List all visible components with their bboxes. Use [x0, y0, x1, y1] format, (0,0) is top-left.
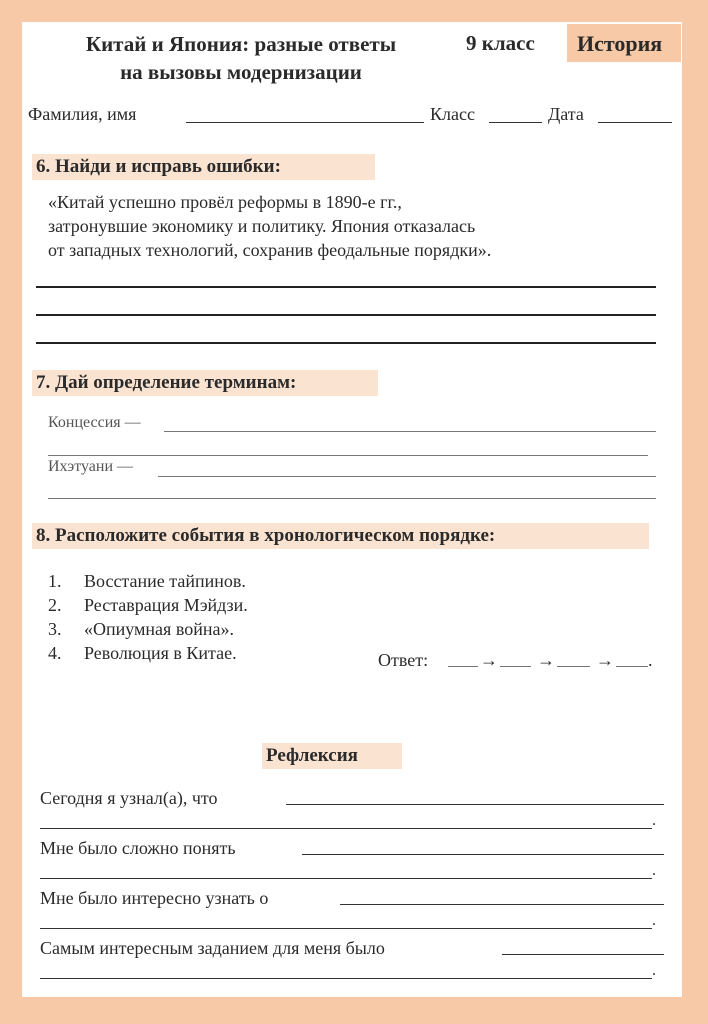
reflection-line[interactable]: [286, 804, 664, 805]
title-line-1: Китай и Япония: разные ответы: [85, 32, 397, 56]
arrow-icon: →: [537, 650, 555, 670]
arrow-icon: →: [480, 650, 498, 670]
reflection-line[interactable]: [40, 928, 652, 929]
term-concession: Концессия —: [48, 414, 141, 431]
task6-quote: [48, 190, 491, 262]
reflection-line[interactable]: [40, 978, 652, 979]
reflection-line[interactable]: [302, 854, 664, 855]
list-item: 2. Реставрация Мэйдзи.: [48, 595, 248, 615]
worksheet-title: [56, 30, 426, 86]
quote-line-1: «Китай успешно провёл реформы в 1890-е гг.,: [48, 192, 402, 212]
line-end-dot: .: [652, 962, 656, 979]
task7-heading: 7. Дай определение терминам:: [36, 372, 297, 393]
reflection-prompt-2: Мне было сложно понять: [40, 838, 236, 858]
definition-line[interactable]: [158, 476, 656, 477]
answer-line[interactable]: [36, 342, 656, 344]
reflection-prompt-1: Сегодня я узнал(а), что: [40, 788, 218, 808]
events-list: [48, 569, 248, 665]
line-end-dot: .: [652, 862, 656, 879]
name-field[interactable]: [186, 122, 424, 123]
title-line-2: на вызовы модернизации: [120, 60, 362, 84]
arrow-icon: →: [596, 650, 614, 670]
list-item: 4. Революция в Китае.: [48, 643, 237, 663]
reflection-line[interactable]: [40, 828, 652, 829]
reflection-prompt-3: Мне было интересно узнать о: [40, 888, 269, 908]
date-label: Дата: [548, 104, 584, 124]
sequence-blank[interactable]: [448, 666, 478, 667]
list-item: 3. «Опиумная война».: [48, 619, 234, 639]
answer-line[interactable]: [36, 314, 656, 316]
subject-label: История: [577, 31, 663, 56]
definition-line[interactable]: [48, 498, 656, 499]
grade-label: 9 класс: [466, 31, 535, 55]
answer-line[interactable]: [36, 286, 656, 288]
name-label: Фамилия, имя: [28, 104, 137, 124]
definition-line[interactable]: [164, 431, 656, 432]
class-label: Класс: [430, 104, 475, 124]
date-field[interactable]: [598, 122, 672, 123]
sequence-blank[interactable]: [557, 666, 590, 667]
reflection-heading: Рефлексия: [266, 745, 358, 766]
line-end-dot: .: [652, 912, 656, 929]
task8-heading: 8. Расположите события в хронологическом порядке:: [36, 525, 496, 546]
class-field[interactable]: [489, 122, 542, 123]
quote-line-2: затронувшие экономику и политику. Япония отказалась: [48, 216, 476, 236]
answer-label: Ответ:: [378, 650, 429, 670]
list-item: 1. Восстание тайпинов.: [48, 571, 246, 591]
reflection-line[interactable]: [502, 954, 664, 955]
reflection-line[interactable]: [340, 904, 664, 905]
reflection-line[interactable]: [40, 878, 652, 879]
sequence-blank[interactable]: [616, 666, 648, 667]
line-end-dot: .: [652, 812, 656, 829]
task6-heading: 6. Найди и исправь ошибки:: [36, 156, 281, 177]
sequence-blank[interactable]: [500, 666, 531, 667]
quote-line-3: от западных технологий, сохранив феодальные порядки».: [48, 240, 492, 260]
term-boxers: Ихэтуани —: [48, 458, 134, 475]
reflection-prompt-4: Самым интересным заданием для меня было: [40, 938, 385, 958]
definition-line[interactable]: [48, 455, 648, 456]
answer-end-dot: .: [648, 650, 653, 670]
